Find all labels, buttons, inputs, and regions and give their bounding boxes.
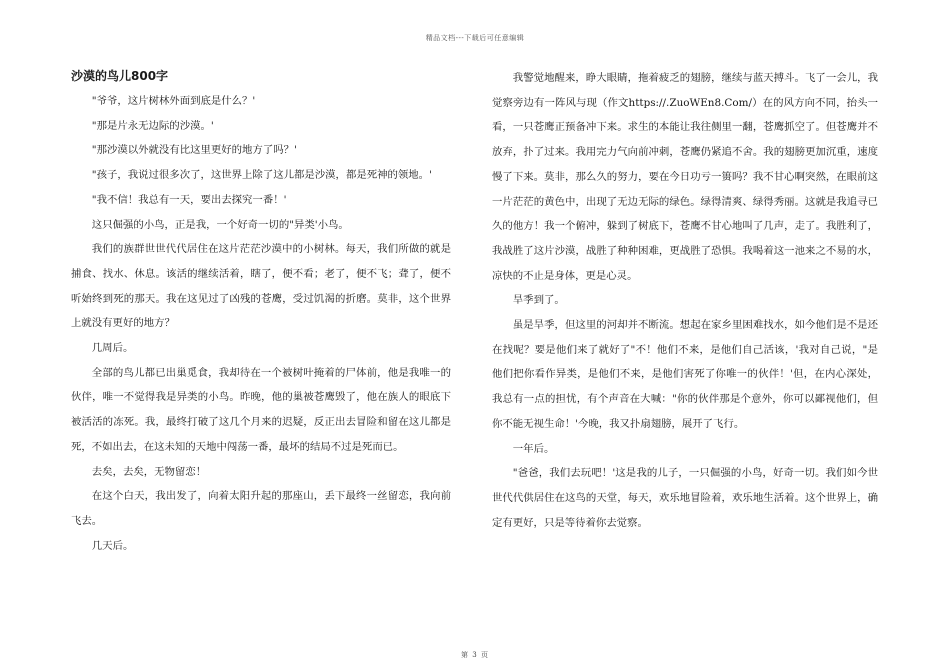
paragraph: 几天后。 [91,539,134,552]
paragraph: "爸爸，我们去玩吧！'这是我的儿子，一只倔强的小鸟，好奇一切。我们如今世世代代供居住在这鸟的天堂，每天，欢乐地冒险着，欢乐地生活着。这个世界上，确定有更好，只是等待着你去觉察。 [492,467,878,529]
paragraph: "那是片永无边际的沙漠。' [91,119,214,132]
paragraph: 在这个白天，我出发了，向着太阳升起的那座山，丢下最终一丝留恋，我向前飞去。 [71,490,451,527]
paragraph: 我警觉地醒来，睁大眼睛，拖着疲乏的翅膀，继续与蓝天搏斗。飞了一会儿，我觉察旁边有一阵风与现（作文https://.ZuoWEn8.Com/）在的风方向不同，抬头一看，一只苍鹰正预备冲下来。求生的本能让我往侧里一翻，苍鹰抓空了。但苍鹰并不放弃，扑了过来。我用完力气向前冲刺，苍鹰仍紧追不舍。我的翅膀更加沉重，速度慢了下来。莫非，那么久的努力，要在今日功亏一篑吗？我不甘心啊突然，在眼前这一片茫茫的黄色中，出现了无边无际的绿色。绿得清爽、绿得秀丽。这就是我追寻已久的他方！我一个俯冲，躲到了树底下，苍鹰不甘心地叫了几声，走了。我胜利了，我战胜了这片沙漠，战胜了种种困难，更战胜了恐惧。我喝着这一池来之不易的水，凉快的不止是身体，更是心灵。 [492,72,878,282]
page-number: 第 3 页 [461,651,489,659]
paragraph: 我们的族群世世代代居住在这片茫茫沙漠中的小树林。每天，我们所做的就是捕食、找水、休息。该活的继续活着，瞎了，便不看；老了，便不飞；聋了，便不听始终到死的那天。我在这见过了凶残的苍鹰，受过饥渴的折磨。莫非，这个世界上就没有更好的地方？ [71,243,451,330]
left-column [71,66,451,558]
page-header: 精品文档---下载后可任意编辑 [425,34,525,42]
paragraph: 这只倔强的小鸟，正是我，一个好奇一切的"异类'小鸟。 [91,218,349,231]
paragraph: 全部的鸟儿都已出巢觅食，我却待在一个被树叶掩着的尸体前，他是我唯一的伙伴，唯一不觉得我是异类的小鸟。昨晚，他的巢被苍鹰毁了，他在族人的眼底下被活活的冻死。我，最终打破了这几个月来的迟疑，反正出去冒险和留在这儿都是死，不如出去，在这未知的天地中闯荡一番，最坏的结局不过是死而已。 [71,366,451,453]
paragraph: "爷爷，这片树林外面到底是什么？' [91,95,256,107]
paragraph: 去矣，去矣，无物留恋！ [91,465,207,478]
paragraph: "孩子，我说过很多次了，这世界上除了这儿都是沙漠，都是死神的领地。' [91,169,432,182]
right-column [492,66,878,535]
article-title: 沙漠的鸟儿800字 [71,69,169,83]
paragraph: 虽是旱季，但这里的河却并不断流。想起在家乡里困难找水，如今他们是不是还在找呢？要是他们来了就好了"不！他们不来，是他们自己活该，'我对自己说，"是他们把你看作异类，是他们不来，是他们害死了你唯一的伙伴！'但，在内心深处，我总有一点的担忧，有个声音在大喊："你的伙伴那是个意外，你可以鄙视他们，但你不能无视生命！'今晚，我又扑扇翅膀，展开了飞行。 [492,319,878,430]
paragraph: 几周后。 [91,342,134,355]
paragraph: "我不信！我总有一天，要出去探究一番！' [91,193,287,206]
paragraph: 一年后。 [512,442,555,455]
paragraph: 旱季到了。 [512,294,565,307]
paragraph: "那沙漠以外就没有比这里更好的地方了吗？' [91,144,297,157]
